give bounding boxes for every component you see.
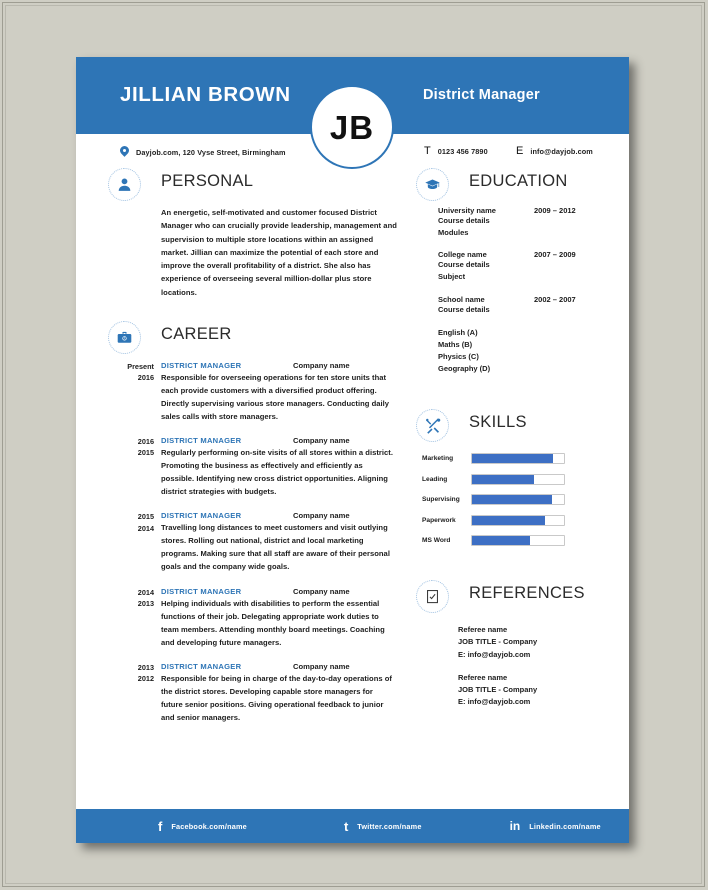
skill-bar-track [471,494,565,505]
education-entry [438,250,620,283]
email-label: E [516,145,524,157]
education-detail-line: Course details [438,216,490,225]
location-pin-icon [120,146,129,159]
skill-bar-fill [472,516,545,525]
reference-email[interactable]: E: info@dayjob.com [458,696,531,706]
references-section-header [412,580,622,618]
monogram-initials: JB [329,108,375,146]
career-job-list [104,361,404,724]
job-date-range [108,511,154,534]
job-description: Regularly performing on-site visits of all stores within a district. Promoting the business as effectively and efficiently as possible. Identifying new cross district opportunities. Aligning district strategies with budgets. [161,448,394,497]
education-grade-item: Geography (D) [438,364,491,374]
skill-label: Supervising [422,496,460,504]
job-date-from: 2015 [137,512,154,522]
skills-section-title: SKILLS [469,413,527,432]
telephone-label: T [424,145,431,157]
education-institution: University name [438,206,496,215]
job-company: Company name [293,661,350,671]
job-date-from: Present [127,361,154,371]
address-block [120,146,286,159]
clipboard-check-icon [416,580,449,613]
resume-page [76,57,629,843]
career-job-entry [108,511,404,573]
right-column [412,168,622,719]
linkedin-link[interactable] [510,820,601,832]
skill-row [422,535,622,546]
education-years: 2007 – 2009 [534,250,576,260]
education-detail-line: Subject [438,272,466,282]
address-text: Dayjob.com, 120 Vyse Street, Birmingham [136,148,286,157]
left-column [104,168,404,724]
facebook-icon: f [158,818,163,834]
job-main [161,587,393,649]
job-heading-row [161,511,393,520]
email-block [516,145,593,157]
skill-label: Leading [422,475,448,483]
skill-label: Marketing [422,455,454,463]
facebook-link[interactable] [158,820,247,833]
job-description: Responsible for overseeing operations for ten store units that each provide customers with a diversified product offering. Directly supervising various store managers. Conducting daily sales calls with store managers. [161,372,390,422]
references-section-title: REFERENCES [469,584,585,603]
skill-bar-track [471,515,565,526]
skill-label: Paperwork [422,516,456,524]
person-icon [108,168,141,201]
facebook-label: Facebook.com/name [171,821,247,831]
references-list [412,624,622,708]
linkedin-label: Linkedin.com/name [529,821,601,831]
career-job-entry [108,587,404,649]
personal-section-title: PERSONAL [161,172,254,190]
skill-bar-fill [472,454,553,463]
skill-row [422,494,622,505]
job-company: Company name [293,360,350,370]
skill-bar-track [471,474,565,485]
job-main [161,361,393,423]
education-detail-line: Modules [438,228,469,238]
education-institution: College name [438,250,487,260]
linkedin-icon: in [509,819,521,833]
skill-row [422,474,622,485]
job-date-to: 2016 [137,373,154,383]
job-date-from: 2013 [137,662,154,672]
job-date-to: 2012 [137,674,154,684]
twitter-icon: t [343,818,349,834]
job-company: Company name [293,436,350,446]
job-date-range [108,436,154,459]
education-grade-item: Maths (B) [438,339,473,349]
job-date-range [108,662,154,685]
education-list [412,206,622,316]
education-entry-heading [438,250,620,259]
education-grade-item: Physics (C) [438,351,479,361]
education-section-header [412,168,622,206]
education-section-title: EDUCATION [469,172,568,190]
email-value[interactable]: info@dayjob.com [530,147,593,156]
job-heading-row [161,587,393,596]
reference-title: JOB TITLE - Company [458,637,538,647]
graduation-cap-icon [416,168,449,201]
job-description: Helping individuals with disabilities to perform the essential functions of their job. Delegating appropriate work duties to team members. Attending monthly board meetings. Coaching and developing future managers. [161,598,385,647]
skill-row [422,453,622,464]
twitter-link[interactable] [344,820,422,833]
job-date-range [108,361,154,384]
skills-list [412,453,622,546]
skills-section-header [412,409,622,447]
briefcase-icon [108,321,141,354]
job-company: Company name [293,511,350,521]
education-entry-heading [438,295,620,304]
job-title: DISTRICT MANAGER [161,360,242,370]
job-title: DISTRICT MANAGER [161,661,242,671]
telephone-value: 0123 456 7890 [437,147,488,156]
education-entry [438,295,620,316]
skill-bar-fill [472,495,552,504]
job-date-from: 2014 [137,587,154,597]
social-footer [76,809,629,843]
career-job-entry [108,361,404,423]
education-entry-heading [438,206,620,215]
education-years: 2002 – 2007 [534,294,576,304]
education-grade-item: English (A) [438,327,478,337]
job-date-from: 2016 [137,437,154,447]
job-title: DISTRICT MANAGER [161,586,242,596]
skill-row [422,515,622,526]
job-heading-row [161,361,393,370]
job-date-to: 2014 [137,523,154,533]
reference-email[interactable]: E: info@dayjob.com [458,649,531,659]
career-job-entry [108,436,404,498]
skill-bar-track [471,453,565,464]
resume-body [76,168,629,808]
job-title: DISTRICT MANAGER [161,436,242,446]
education-entry [438,206,620,239]
education-detail-line: Course details [438,260,490,270]
education-grades-list [438,327,622,376]
job-heading-row [161,436,393,445]
education-years: 2009 – 2012 [534,206,576,215]
education-institution: School name [438,294,485,304]
job-description: Responsible for being in charge of the day-to-day operations of the district stores. Developing capable store managers for future senior positions. Giving operational feedback to junior and senior managers. [161,673,392,722]
personal-section-header [104,168,404,206]
reference-name: Referee name [458,672,508,682]
reference-entry [458,672,622,708]
career-section-title: CAREER [161,324,232,343]
twitter-label: Twitter.com/name [357,821,422,831]
career-section-header [104,321,404,359]
job-main [161,662,393,724]
job-heading-row [161,662,393,671]
job-date-range [108,587,154,610]
reference-entry [458,624,622,660]
career-job-entry [108,662,404,724]
job-title: DISTRICT MANAGER [161,511,242,521]
job-date-to: 2013 [137,598,154,608]
monogram-badge [310,85,394,169]
candidate-job-title: District Manager [423,87,540,103]
reference-title: JOB TITLE - Company [458,684,538,694]
job-main [161,511,393,573]
skill-label: MS Word [422,537,451,545]
education-detail-line: Course details [438,304,490,314]
job-main [161,436,393,498]
skill-bar-fill [472,475,534,484]
personal-summary: An energetic, self-motivated and customer focused District Manager who can crucially provide leadership, management and supervision to multiple store locations within an assigned market. Jillian can maximize the potential of each store and improve the overall profitability of a district. She also has experience of overseeing several million-dollar plus store locations. [161,208,397,297]
job-company: Company name [293,586,350,596]
skill-bar-track [471,535,565,546]
candidate-name: JILLIAN BROWN [120,83,291,106]
skill-bar-fill [472,536,530,545]
reference-name: Referee name [458,625,508,635]
job-date-to: 2015 [137,448,154,458]
tools-icon [416,409,449,442]
telephone-block [424,145,488,157]
job-description: Travelling long distances to meet customers and visit outlying stores. Rolling out national, district and local marketing programs. Making sure that all staff are aware of their personal goals and the company wide goals. [161,523,390,572]
